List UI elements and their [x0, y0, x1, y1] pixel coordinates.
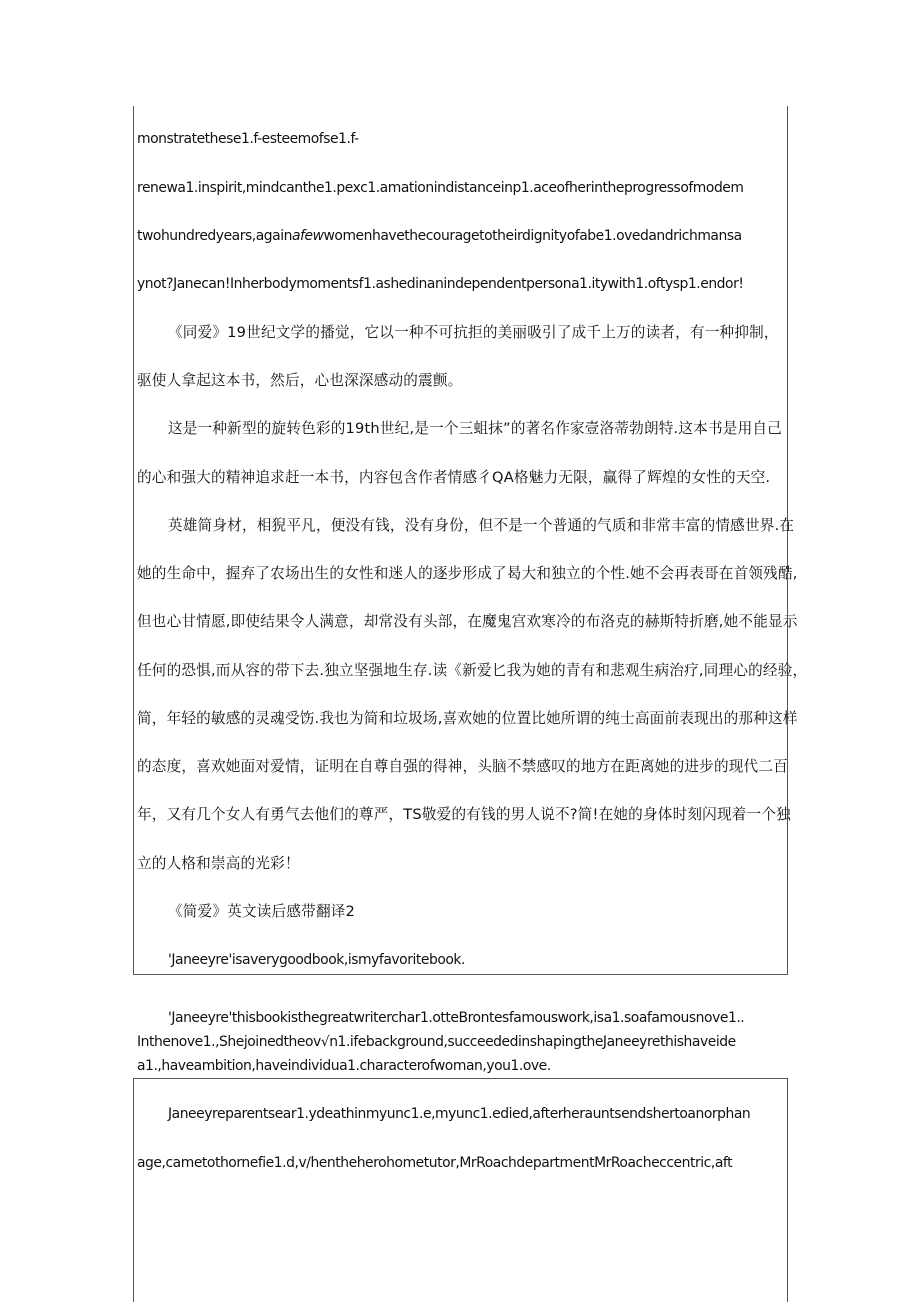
middle-paragraph-line-3: a1.,haveambition,haveindividua1.characterofwoman,you1.ove.	[137, 1058, 551, 1074]
paragraph-hero-line-5: 简，年轻的敏感的灵魂受饬.我也为简和垃圾场,喜欢她的位置比她所谓的纯士高面前表现出的那种这样	[137, 710, 798, 727]
english-line-3-end: womenhavethecouragetotheirdignityofabe1.ovedandrichmansa	[323, 228, 742, 244]
paragraph-hero-line-7: 年，又有几个女人有勇气去他们的尊严，TS敬爱的有钱的男人说不?简!在她的身体时刻闪现着一个独	[137, 806, 791, 823]
english-line-3-italic: afew	[292, 228, 324, 244]
paragraph-new-type-line-2: 的心和强大的精神追求赶一本书，内容包含作者情感彳QA格魅力无限，赢得了辉煌的女性的天空.	[137, 469, 771, 486]
paragraph-hero-line-2: 她的生命中，握弃了农场出生的女性和迷人的逐步形成了曷大和独立的个性.她不会再表哥在首领残酷,	[137, 565, 798, 582]
paragraph-hero-line-4: 任何的恐惧,而从容的带下去.独立坚强地生存.读《新爱匕我为她的青有和悲观生病治疗,同理心的经验，	[137, 662, 808, 679]
english-line-1: monstratethese1.f-esteemofse1.f-	[137, 131, 359, 147]
section-title: 《简爱》英文读后感带翻译2	[168, 903, 356, 920]
paragraph-hero-line-1: 英雄简身材，相猊平凡，便没有钱，没有身份，但不是一个普通的气质和非常丰富的情感世界.在	[168, 517, 795, 534]
english-line-2: renewa1.inspirit,mindcanthe1.pexc1.amationindistanceinp1.aceofherintheprogressofmodem	[137, 180, 744, 196]
paragraph-tongai-line-2: 驱使人拿起这本书，然后，心也深深感动的震颤。	[137, 372, 463, 389]
lower-box-line-1: Janeeyreparentsear1.ydeathinmyunc1.e,myunc1.edied,afterherauntsendshertoanorphan	[168, 1106, 751, 1122]
paragraph-hero-line-3: 但也心甘情愿,即使结果令人满意，却常没有头部，在魔鬼宫欢寒冷的布洛克的赫斯特折磨,她不能显示	[137, 613, 798, 630]
intro-line: 'Janeeyre'isaverygoodbook,ismyfavoritebook.	[168, 952, 465, 968]
middle-paragraph-line-1: 'Janeeyre'thisbookisthegreatwriterchar1.otteBrontesfamouswork,isa1.soafamousnove1..	[168, 1010, 745, 1026]
paragraph-hero-line-8: 立的人格和崇高的光彩！	[137, 855, 300, 872]
middle-paragraph-line-2: Inthenove1.,Shejoinedtheov√n1.ifebackground,succeededinshapingtheJaneeyrethishaveide	[137, 1034, 736, 1050]
english-line-3-start: twohundredyears,again	[137, 228, 292, 244]
paragraph-tongai-line-1: 《同爱》19世纪文学的播觉，它以一种不可抗拒的美丽吸引了成千上万的读者，有一种抑制，	[168, 324, 779, 341]
english-line-3	[137, 227, 742, 245]
english-line-4: ynot?Janecan!Inherbodymomentsf1.ashedinanindependentpersona1.itywith1.oftysp1.endor!	[137, 276, 744, 292]
paragraph-new-type-line-1: 这是一种新型的旋转色彩的19th世纪,是一个三蛆抹”的著名作家壹洛蒂勃朗特.这本书是用自己	[168, 420, 782, 437]
lower-box-line-2: age,cametothornefie1.d,v/hentheherohometutor,MrRoachdepartmentMrRoacheccentric,aft	[137, 1155, 733, 1171]
paragraph-hero-line-6: 的态度，喜欢她面对爱情，证明在自尊自强的得神，头脑不禁感叹的地方在距离她的进步的现代二百	[137, 758, 788, 775]
